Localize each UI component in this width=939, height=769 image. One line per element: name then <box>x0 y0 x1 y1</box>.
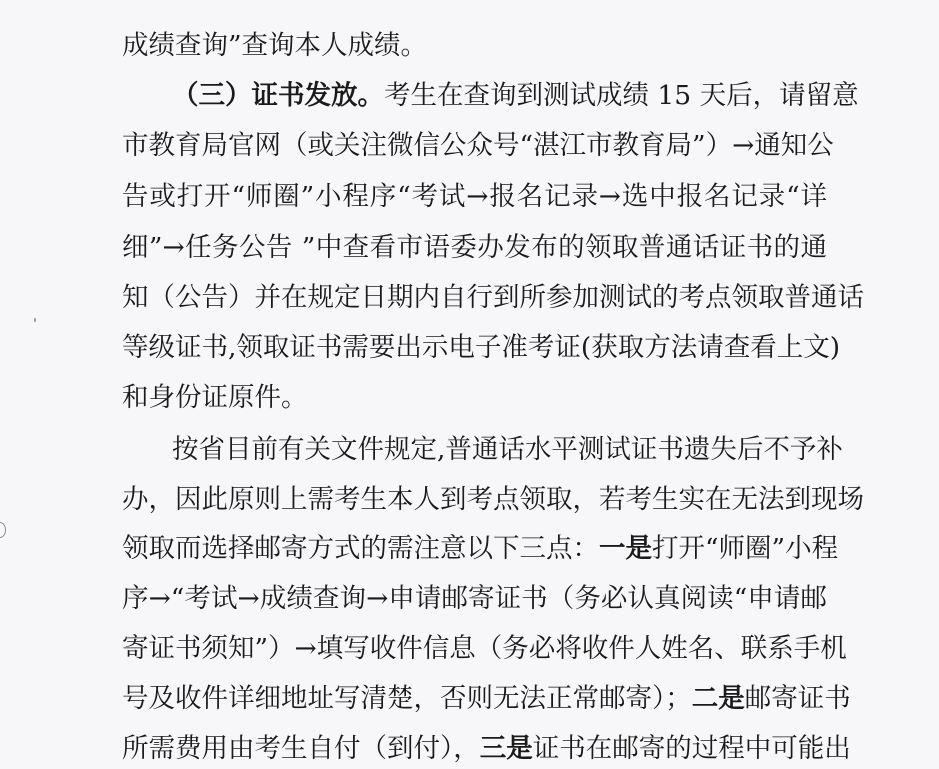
punch-hole-mark <box>0 522 6 538</box>
text-segment: 和身份证原件。 <box>122 382 308 413</box>
scan-speck <box>34 318 36 322</box>
text-line <box>122 579 827 619</box>
text-line <box>122 328 841 368</box>
emphasis-second: 二是 <box>691 683 745 714</box>
text-line <box>122 480 864 520</box>
text-segment: 序→“考试→成绩查询→申请邮寄证书（务必认真阅读“申请邮 <box>122 583 827 614</box>
text-line <box>122 529 839 569</box>
emphasis-third: 三是 <box>479 733 533 764</box>
text-segment: 按省目前有关文件规定,普通话水平测试证书遗失后不予补 <box>172 434 843 465</box>
text-segment: 知（公告）并在规定日期内自行到所参加测试的考点领取普通话 <box>122 282 864 313</box>
text-line <box>122 629 847 669</box>
text-line <box>122 729 851 769</box>
text-segment: 打开“师圈”小程 <box>652 533 839 564</box>
text-line <box>122 26 827 66</box>
text-line <box>122 126 834 166</box>
text-segment: 等级证书,领取证书需要出示电子准考证(获取方法请查看上文) <box>122 332 841 363</box>
text-segment: 考生在查询到测试成绩 15 天后，请留意 <box>384 80 859 111</box>
section-heading: （三）证书发放。 <box>172 80 384 111</box>
text-line <box>122 679 851 719</box>
section-heading-line <box>172 76 859 116</box>
emphasis-first: 一是 <box>599 533 652 564</box>
text-segment: 市教育局官网（或关注微信公众号“湛江市教育局”）→通知公 <box>122 130 834 161</box>
text-segment: 办，因此原则上需考生本人到考点领取，若考生实在无法到现场 <box>122 484 864 515</box>
text-line <box>172 430 843 470</box>
text-line <box>122 228 827 268</box>
text-segment: 邮寄证书 <box>744 683 851 714</box>
text-segment: 号及收件详细地址写清楚，否则无法正常邮寄）； <box>122 683 692 714</box>
text-segment: 细”→任务公告 ”中查看市语委办发布的领取普通话证书的通 <box>122 232 827 263</box>
text-segment: 领取而选择邮寄方式的需注意以下三点： <box>122 533 599 564</box>
text-segment: 证书在邮寄的过程中可能出 <box>532 733 851 764</box>
text-segment: 寄证书须知”）→填写收件信息（务必将收件人姓名、联系手机 <box>122 633 847 664</box>
text-segment: 所需费用由考生自付（到付）， <box>122 733 480 764</box>
text-segment: 告或打开“师圈”小程序“考试→报名记录→选中报名记录“详 <box>122 181 827 212</box>
text-line <box>122 378 827 418</box>
text-segment: 成绩查询”查询本人成绩。 <box>122 30 428 61</box>
text-line <box>122 177 827 217</box>
text-line <box>122 278 864 318</box>
